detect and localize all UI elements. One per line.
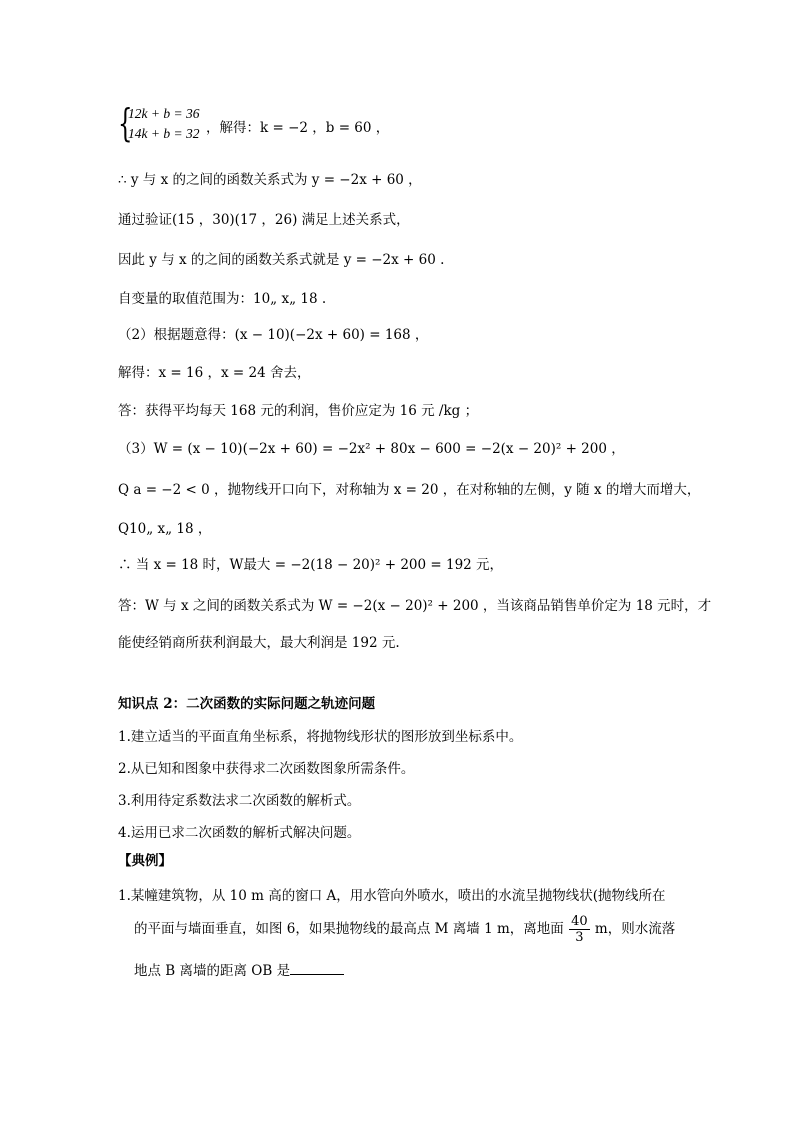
answer-blank[interactable]: [290, 960, 344, 975]
text-line: ∴ y 与 x 的之间的函数关系式为 y = −2x + 60 ，: [118, 172, 422, 188]
step-item: 3.利用待定系数法求二次函数的解析式。: [118, 793, 361, 809]
section-heading: 知识点 2：二次函数的实际问题之轨迹问题: [118, 696, 376, 712]
system-equation-2: 14k + b = 32: [128, 126, 200, 141]
text-line: 能使经销商所获利润最大，最大利润是 192 元.: [118, 635, 400, 651]
step-item: 2.从已知和图象中获得求二次函数图象所需条件。: [118, 761, 415, 777]
text-line: 因此 y 与 x 的之间的函数关系式就是 y = −2x + 60 .: [118, 252, 445, 268]
text-line: ∴ 当 x = 18 时，W最大 = −2(18 − 20)² + 200 = 192 元，: [118, 557, 504, 573]
problem-text-part: 的平面与墙面垂直，如图 6，如果抛物线的最高点 M 离墙 1 m，离地面: [134, 921, 564, 937]
system-equation-1: 12k + b = 36: [128, 106, 200, 121]
text-line: Q10„ x„ 18 ，: [118, 521, 212, 537]
fraction: [569, 914, 590, 945]
problem-text: [134, 960, 344, 980]
text-line: Q a = −2 < 0 ，抛物线开口向下，对称轴为 x = 20 ，在对称轴的左侧，y 随 x 的增大而增大，: [118, 482, 701, 498]
fraction-denominator: 3: [575, 930, 584, 945]
text-line: （3）W = (x − 10)(−2x + 60) = −2x² + 80x − 600 = −2(x − 20)² + 200 ，: [118, 441, 625, 457]
left-brace: {: [118, 101, 133, 145]
text-line: 自变量的取值范围为：10„ x„ 18 .: [118, 291, 327, 307]
example-heading: 【典例】: [118, 853, 172, 869]
problem-text: [134, 912, 675, 946]
step-item: 1.建立适当的平面直角坐标系，将抛物线形状的图形放到坐标系中。: [118, 729, 523, 745]
step-item: 4.运用已求二次函数的解析式解决问题。: [118, 825, 361, 841]
problem-text-part: 地点 B 离墙的距离 OB 是: [134, 963, 291, 979]
text-line: （2）根据题意得：(x − 10)(−2x + 60) = 168 ，: [118, 327, 429, 343]
problem-text-part: m，则水流落: [594, 921, 676, 937]
system-solution: ，解得：k = −2 ，b = 60 ，: [206, 120, 390, 136]
fraction-numerator: 40: [571, 914, 588, 929]
problem-text: 1.某幢建筑物，从 10 m 高的窗口 A，用水管向外喷水，喷出的水流呈抛物线状(抛物线所在: [118, 888, 666, 904]
text-line: 答：获得平均每天 168 元的利润，售价应定为 16 元 /kg ；: [118, 403, 479, 419]
text-line: 答：W 与 x 之间的函数关系式为 W = −2(x − 20)² + 200 ，当该商品销售单价定为 18 元时，才: [118, 598, 712, 614]
text-line: 通过验证(15 ，30)(17 ，26) 满足上述关系式，: [118, 212, 410, 228]
text-line: 解得：x = 16 ，x = 24 舍去，: [118, 365, 311, 381]
